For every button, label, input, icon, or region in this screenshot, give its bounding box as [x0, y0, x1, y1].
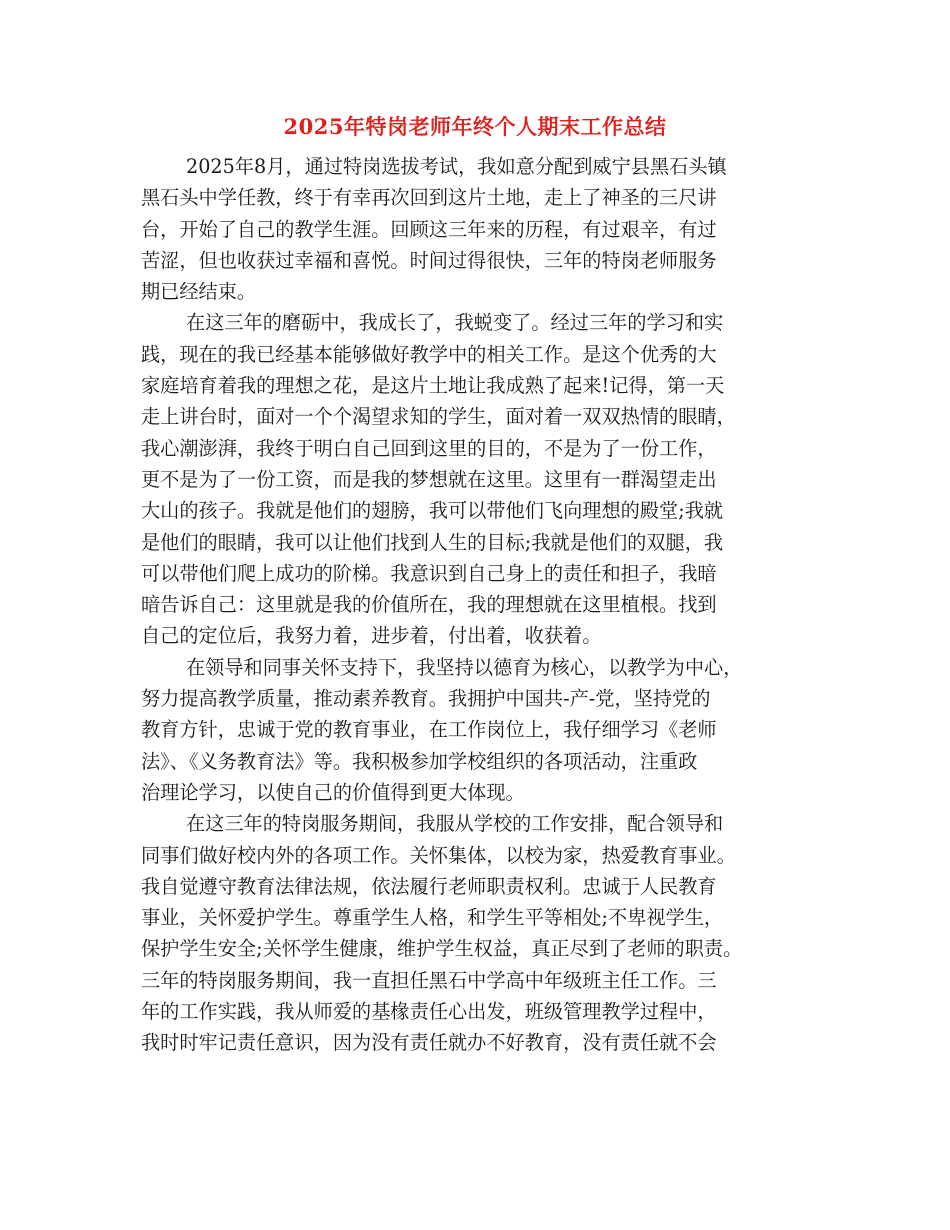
text-line: 黑石头中学任教，终于有幸再次回到这片土地，走上了神圣的三尺讲: [141, 186, 717, 210]
text-line: 同事们做好校内外的各项工作。关怀集体，以校为家，热爱教育事业。: [141, 843, 736, 867]
text-line: 是他们的眼睛，我可以让他们找到人生的目标;我就是他们的双腿，我: [141, 530, 724, 554]
text-line: 2025年8月，通过特岗选拔考试，我如意分配到威宁县黑石头镇: [186, 155, 727, 178]
text-line: 我心潮澎湃，我终于明白自己回到这里的目的，不是为了一份工作，: [141, 436, 717, 460]
document-title: 2025年特岗老师年终个人期末工作总结: [283, 114, 667, 139]
text-line: 大山的孩子。我就是他们的翅膀，我可以带他们飞向理想的殿堂;我就: [141, 499, 724, 523]
text-line: 事业，关怀爱护学生。尊重学生人格，和学生平等相处;不卑视学生，: [141, 906, 724, 930]
text-line: 期已经结束。: [141, 280, 257, 304]
text-line: 保护学生安全;关怀学生健康，维护学生权益，真正尽到了老师的职责。: [141, 937, 743, 961]
text-line: 在这三年的磨砺中，我成长了，我蜕变了。经过三年的学习和实: [186, 311, 724, 335]
text-line: 践，现在的我已经基本能够做好教学中的相关工作。是这个优秀的大: [141, 342, 717, 366]
text-line: 法》、《义务教育法》等。我积极参加学校组织的各项活动，注重政: [141, 749, 698, 773]
text-line: 可以带他们爬上成功的阶梯。我意识到自己身上的责任和担子，我暗: [141, 561, 717, 585]
text-line: 家庭培育着我的理想之花，是这片土地让我成熟了起来!记得，第一天: [141, 374, 725, 398]
text-line: 在领导和同事关怀支持下，我坚持以德育为核心，以教学为中心，: [186, 655, 743, 679]
text-line: 年的工作实践，我从师爱的基椽责任心出发，班级管理教学过程中，: [141, 1000, 717, 1024]
text-line: 苦涩，但也收获过幸福和喜悦。时间过得很快，三年的特岗老师服务: [141, 248, 717, 272]
text-line: 教育方针，忠诚于党的教育事业，在工作岗位上，我仔细学习《老师: [141, 718, 717, 742]
document-body: [141, 151, 821, 1059]
text-line: 自己的定位后，我努力着，进步着，付出着，收获着。: [141, 624, 602, 648]
text-line: 治理论学习，以使自己的价值得到更大体现。: [141, 780, 525, 804]
text-line: 我自觉遵守教育法律法规，依法履行老师职责权利。忠诚于人民教育: [141, 874, 717, 898]
text-line: 暗告诉自己：这里就是我的价值所在，我的理想就在这里植根。找到: [141, 593, 717, 617]
text-line: 走上讲台时，面对一个个渴望求知的学生，面对着一双双热情的眼睛，: [141, 405, 736, 429]
text-line: 在这三年的特岗服务期间，我服从学校的工作安排，配合领导和: [186, 812, 724, 836]
text-line: 我时时牢记责任意识，因为没有责任就办不好教育，没有责任就不会: [141, 1031, 717, 1055]
text-line: 努力提高教学质量，推动素养教育。我拥护中国共-产-党，坚持党的: [141, 687, 711, 711]
text-line: 三年的特岗服务期间，我一直担任黑石中学高中年级班主任工作。三: [141, 968, 717, 992]
text-line: 台，开始了自己的教学生涯。回顾这三年来的历程，有过艰辛，有过: [141, 217, 717, 241]
text-line: 更不是为了一份工资，而是我的梦想就在这里。这里有一群渴望走出: [141, 467, 717, 491]
